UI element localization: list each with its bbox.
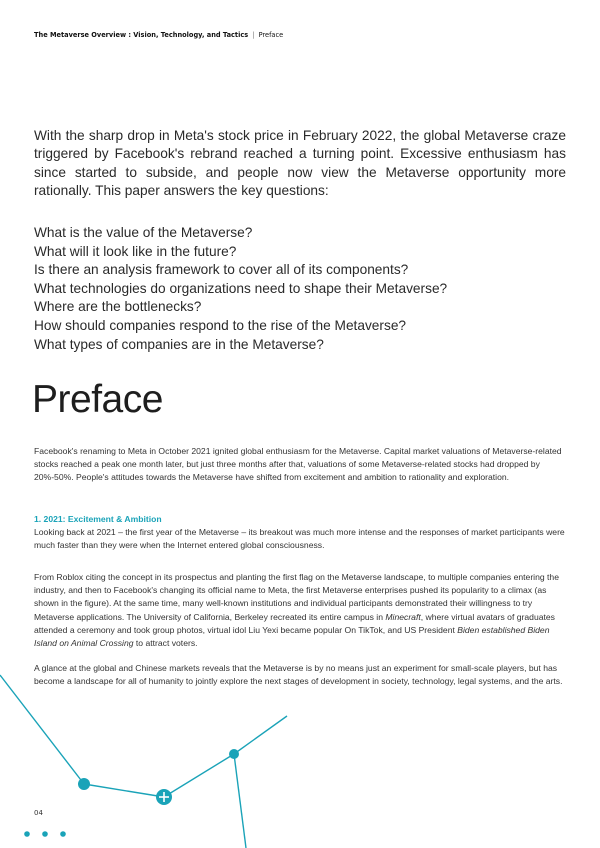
running-header [34, 31, 283, 39]
preface-paragraph-1: Facebook's renaming to Meta in October 2021 ignited global enthusiasm for the Metaverse. Capital market valuations of Metaverse-related stocks reached a peak one month later, but just three months after that, valuations of some Metaverse-related stocks had dropped by 20%-50%. People's attitudes towards the Metaverse have shifted from excitement and ambition to rationality and exploration. [34, 446, 562, 483]
page-title: Preface [32, 378, 163, 421]
section-heading: 1. 2021: Excitement & Ambition [34, 514, 162, 524]
text-run: , where virtual avatars of graduates attended a ceremony and took group photos, virtual idol Liu Yexi became popular On TikTok, and US President [34, 611, 555, 635]
preface-paragraph-4: A glance at the global and Chinese markets reveals that the Metaverse is by no means just an experiment for small-scale players, but has become a landscape for all of humanity to jointly explore the next stages of development in society, technology, legal systems, and the arts. [34, 663, 563, 687]
question-item: What types of companies are in the Metaverse? [34, 336, 324, 352]
text-run: to attract voters. [133, 638, 198, 649]
italic-game-name: Minecraft [385, 611, 421, 622]
question-item: What technologies do organizations need to shape their Metaverse? [34, 280, 448, 296]
intro-paragraph: With the sharp drop in Meta's stock price in February 2022, the global Metaverse craze triggered by Facebook's rebrand reached a turning point. Excessive enthusiasm has since started to subside, and people now view the Metaverse opportunity more rationally. This paper answers the key questions: [34, 128, 566, 199]
question-item: What will it look like in the future? [34, 243, 237, 259]
italic-phrase: Biden established Biden Island on Animal Crossing [34, 624, 550, 649]
network-line [164, 754, 234, 797]
network-line [234, 716, 287, 754]
header-title: The Metaverse Overview : Vision, Technology, and Tactics [34, 31, 249, 39]
header-separator: | [252, 31, 255, 39]
page-number: 04 [34, 809, 43, 817]
network-line [234, 754, 246, 848]
key-questions-list [34, 224, 566, 354]
question-item: How should companies respond to the rise of the Metaverse? [34, 317, 407, 333]
network-line [0, 675, 84, 784]
network-line [84, 784, 164, 797]
header-section: Preface [258, 31, 284, 39]
question-item: Is there an analysis framework to cover all of its components? [34, 262, 409, 278]
question-item: What is the value of the Metaverse? [34, 225, 253, 240]
dot-icon [24, 831, 30, 837]
dot-icon [60, 831, 66, 837]
network-lines [0, 675, 287, 848]
network-node [229, 749, 239, 759]
dot-icon [42, 831, 48, 837]
text-run: From Roblox citing the concept in its prospectus and planting the first flag on the Metaverse landscape, to multiple companies entering the industry, and then to Facebook's changing its official name to Meta, the first Metaverse enterprises pushed its popularity to a climax (as shown in the figure). At the same time, many well-known institutions and individual participants demonstrated their willingness to try Metaverse applications. The University of California, Berkeley recreated its entire campus in [34, 572, 559, 622]
network-node [78, 778, 90, 790]
plus-node-icon [156, 789, 172, 805]
preface-paragraph-3 [34, 571, 568, 650]
preface-paragraph-2: Looking back at 2021 – the first year of the Metaverse – its breakout was much more intense and the responses of market participants were much faster than they were when the Internet entered global consciousness. [34, 527, 565, 551]
question-item: Where are the bottlenecks? [34, 299, 202, 315]
